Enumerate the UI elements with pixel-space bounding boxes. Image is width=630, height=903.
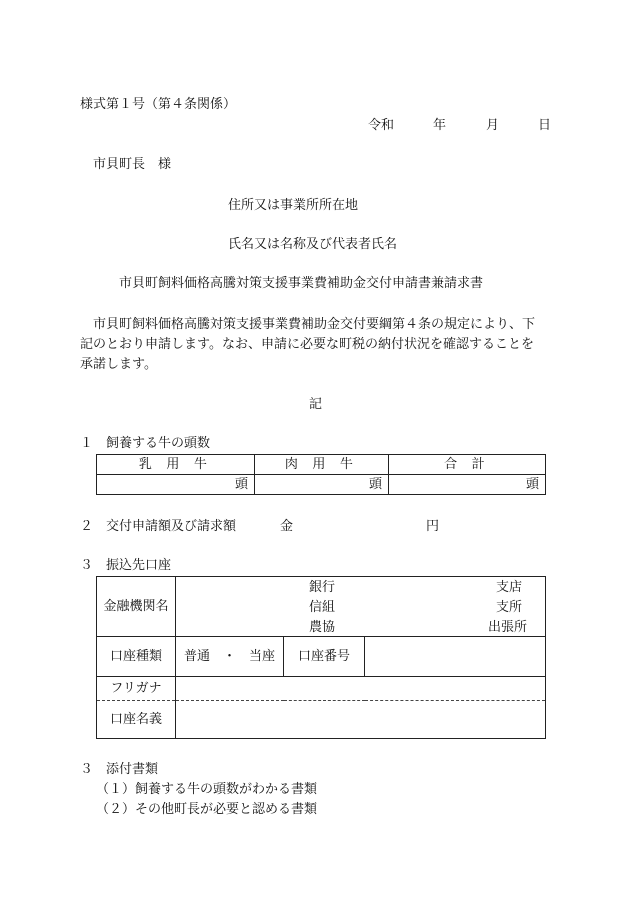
bank-type-agri-coop: 農協 [309, 620, 336, 635]
section2-label: ２ 交付申請額及び請求額 [80, 519, 237, 534]
section1-label: １ 飼養する牛の頭数 [80, 436, 211, 451]
amount-yen: 円 [426, 519, 440, 534]
section4-label: ３ 添付書類 [80, 762, 159, 777]
attachment-item-1: （１）飼養する牛の頭数がわかる書類 [96, 782, 318, 797]
header-beef: 肉 用 牛 [255, 455, 389, 475]
form-number: 様式第１号（第４条関係） [80, 97, 237, 112]
beef-count-cell[interactable]: 頭 [255, 475, 389, 495]
attachment-item-2: （２）その他町長が必要と認める書類 [96, 802, 318, 817]
furigana-label: フリガナ [97, 677, 176, 701]
address-label: 住所又は事業所所在地 [228, 198, 359, 213]
bank-name-label: 金融機関名 [97, 577, 176, 637]
total-count-cell[interactable]: 頭 [389, 475, 546, 495]
header-total: 合 計 [389, 455, 546, 475]
section3-label: ３ 振込先口座 [80, 558, 172, 573]
addressee: 市貝町長 様 [93, 157, 172, 172]
bank-type-credit-union: 信組 [309, 600, 336, 615]
body-line-1: 市貝町飼料価格高騰対策支援事業費補助金交付要綱第４条の規定により、下 [93, 317, 536, 332]
name-label: 氏名又は名称及び代表者氏名 [228, 237, 398, 252]
branch-type-branch: 支店 [496, 580, 523, 595]
date-year: 年 [433, 118, 447, 133]
account-type-label: 口座種類 [97, 637, 176, 677]
date-month: 月 [486, 118, 500, 133]
furigana-cell[interactable] [176, 677, 546, 701]
date-era: 令和 [368, 118, 395, 133]
account-type-options[interactable]: 普通 ・ 当座 [176, 637, 284, 677]
ki-label: 記 [309, 397, 323, 412]
document-title: 市貝町飼料価格高騰対策支援事業費補助金交付申請書兼請求書 [119, 276, 484, 291]
account-number-cell[interactable] [365, 637, 546, 677]
branch-type-office: 支所 [496, 600, 523, 615]
amount-kin: 金 [280, 519, 294, 534]
account-holder-label: 口座名義 [97, 701, 176, 739]
branch-type-sub-office: 出張所 [488, 620, 528, 635]
dairy-count-cell[interactable]: 頭 [97, 475, 255, 495]
account-holder-cell[interactable] [176, 701, 546, 739]
body-line-3: 承諾します。 [80, 357, 157, 372]
bank-type-bank: 銀行 [309, 580, 336, 595]
date-day: 日 [538, 118, 552, 133]
header-dairy: 乳 用 牛 [97, 455, 255, 475]
body-line-2: 記のとおり申請します。なお、申請に必要な町税の納付状況を確認することを [80, 337, 534, 352]
account-number-label: 口座番号 [284, 637, 365, 677]
cattle-count-table [96, 454, 546, 495]
